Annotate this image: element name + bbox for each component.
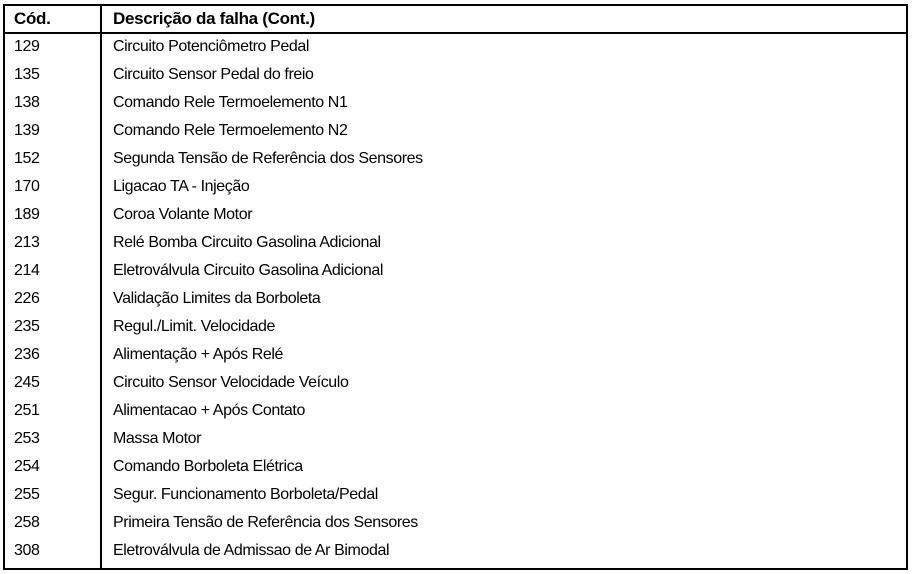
table-row [5,314,906,342]
table-row [5,202,906,230]
header-description: Descrição da falha (Cont.) [113,9,315,28]
table-row [5,34,906,62]
table-row [5,174,906,202]
table-row [5,90,906,118]
table-row [5,482,906,510]
fault-description: Circuito Sensor Pedal do freio [113,66,314,83]
fault-description: Coroa Volante Motor [113,206,253,223]
fault-description: Alimentacao + Após Contato [113,402,305,419]
fault-code: 138 [14,94,40,111]
fault-description: Primeira Tensão de Referência dos Sensores [113,514,418,531]
table-row [5,342,906,370]
fault-description: Ligacao TA - Injeção [113,178,250,195]
table-row [5,370,906,398]
table-row [5,398,906,426]
fault-code: 152 [14,150,40,167]
fault-description: Relé Bomba Circuito Gasolina Adicional [113,234,381,251]
fault-code-table [3,4,908,570]
fault-code: 255 [14,486,40,503]
table-body [5,34,906,566]
fault-description: Segunda Tensão de Referência dos Sensores [113,150,423,167]
fault-description: Circuito Sensor Velocidade Veículo [113,374,349,391]
fault-description: Validação Limites da Borboleta [113,290,321,307]
fault-code: 245 [14,374,40,391]
table-row [5,538,906,566]
fault-code: 251 [14,402,40,419]
fault-code: 170 [14,178,40,195]
fault-description: Eletroválvula de Admissao de Ar Bimodal [113,542,390,559]
fault-description: Comando Rele Termoelemento N1 [113,94,348,111]
fault-code: 235 [14,318,40,335]
fault-code: 254 [14,458,40,475]
table-row [5,258,906,286]
fault-description: Eletroválvula Circuito Gasolina Adicional [113,262,383,279]
fault-description: Comando Borboleta Elétrica [113,458,303,475]
fault-code: 129 [14,38,40,55]
table-row [5,118,906,146]
fault-code: 258 [14,514,40,531]
fault-code: 226 [14,290,40,307]
table-row [5,510,906,538]
table-row [5,286,906,314]
table-header [5,6,906,34]
table-row [5,426,906,454]
table-row [5,454,906,482]
fault-code: 135 [14,66,40,83]
table-row [5,146,906,174]
fault-code: 236 [14,346,40,363]
table-row [5,62,906,90]
header-code: Cód. [14,9,51,28]
fault-description: Alimentação + Após Relé [113,346,284,363]
fault-code: 253 [14,430,40,447]
fault-description: Massa Motor [113,430,202,447]
fault-code: 308 [14,542,40,559]
fault-description: Segur. Funcionamento Borboleta/Pedal [113,486,378,503]
fault-code: 139 [14,122,40,139]
fault-description: Comando Rele Termoelemento N2 [113,122,348,139]
fault-code: 214 [14,262,40,279]
fault-code: 213 [14,234,40,251]
fault-code: 189 [14,206,40,223]
fault-description: Regul./Limit. Velocidade [113,318,276,335]
table-row [5,230,906,258]
fault-description: Circuito Potenciômetro Pedal [113,38,310,55]
